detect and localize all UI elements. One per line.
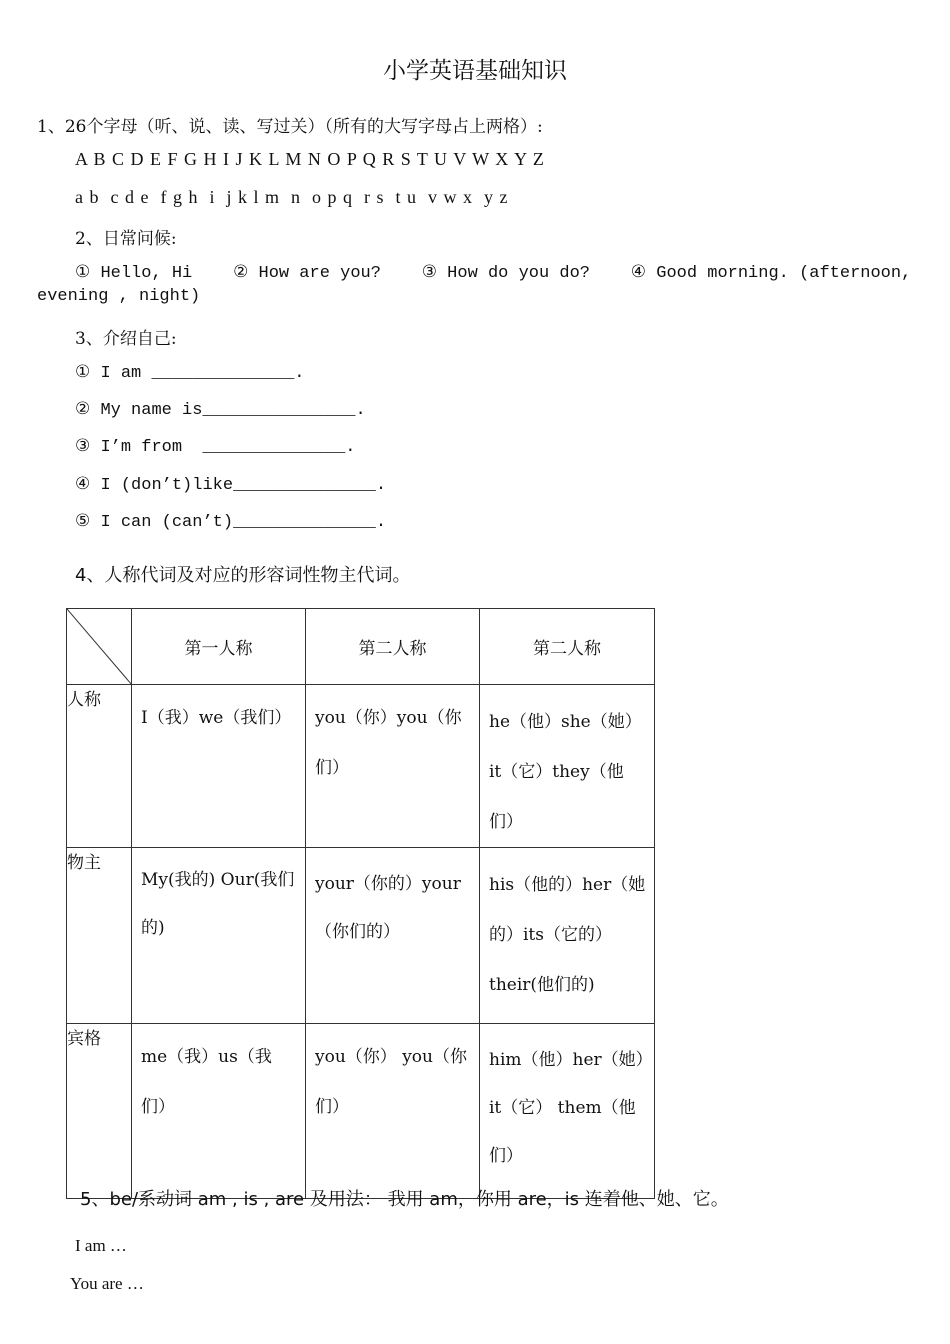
row-label-subject: 人称 xyxy=(67,685,132,848)
column-header-second-person: 第二人称 xyxy=(306,609,480,685)
diagonal-line xyxy=(67,609,132,685)
section-2-heading: 2、日常问候: xyxy=(75,229,177,249)
row-label-object: 宾格 xyxy=(67,1024,132,1199)
pronoun-table xyxy=(66,608,655,1199)
section-3-heading: 3、介绍自己: xyxy=(75,329,177,349)
table-cell: you（你）you（你们） xyxy=(315,708,462,778)
table-row xyxy=(67,685,655,848)
lowercase-alphabet: a b c d e f g h i j k l m n o p q r s t u v w x y z xyxy=(75,187,509,207)
greetings-line-1: ① Hello, Hi ② How are you? ③ How do you do? ④ Good morning. (afternoon, xyxy=(75,264,912,283)
intro-item-2: ② My name is_______________. xyxy=(75,401,366,420)
table-cell: me（我）us（我们） xyxy=(141,1047,272,1117)
table-cell: he（他）she（她）it（它）they（他们） xyxy=(489,712,642,832)
table-header-row xyxy=(67,609,655,685)
intro-item-5: ⑤ I can (can’t)______________. xyxy=(75,513,387,532)
table-cell: him（他）her（她）it（它） them（他们） xyxy=(489,1050,645,1166)
table-cell: your（你的）your（你们的） xyxy=(315,874,461,942)
intro-item-3: ③ I’m from ______________. xyxy=(75,438,356,457)
section-4-heading: 4、人称代词及对应的形容词性物主代词。 xyxy=(75,565,411,586)
be-example-2: You are … xyxy=(70,1274,144,1293)
column-header-first-person: 第一人称 xyxy=(132,609,306,685)
page-title: 小学英语基础知识 xyxy=(383,58,567,84)
uppercase-alphabet: A B C D E F G H I J K L M N O P Q R S T U V W X Y Z xyxy=(75,149,545,169)
row-label-possessive: 物主 xyxy=(67,848,132,1024)
intro-item-4: ④ I (don’t)like______________. xyxy=(75,476,387,495)
be-example-1: I am … xyxy=(75,1236,127,1255)
diagonal-corner-cell xyxy=(67,609,132,685)
section-5-heading: 5、be/系动词 am , is , are 及用法： 我用 am，你用 are，is 连着他、她、它。 xyxy=(80,1189,729,1210)
table-row xyxy=(67,848,655,1024)
table-cell: his（他的）her（她的）its（它的）their(他们的) xyxy=(489,875,646,995)
table-cell: I（我）we（我们） xyxy=(141,708,292,728)
intro-item-1: ① I am ______________. xyxy=(75,364,305,383)
section-1-heading: 1、26个字母（听、说、读、写过关）（所有的大写字母占上两格）: xyxy=(37,117,543,137)
greetings-line-2: evening , night) xyxy=(37,287,201,306)
table-cell: My(我的) Our(我们的) xyxy=(141,870,295,938)
column-header-third-person: 第二人称 xyxy=(480,609,655,685)
table-cell: you（你） you（你们） xyxy=(315,1047,467,1117)
table-row xyxy=(67,1024,655,1199)
